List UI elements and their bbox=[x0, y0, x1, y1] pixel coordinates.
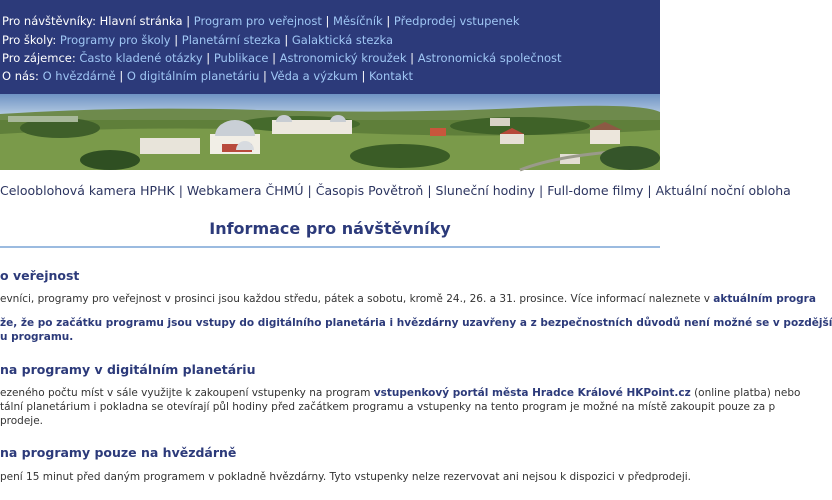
nav-link-astro-club[interactable]: Astronomický kroužek bbox=[279, 51, 407, 65]
planetarium-text-end: (online platba) nebo bbox=[690, 387, 801, 399]
nav-link-publications[interactable]: Publikace bbox=[213, 51, 269, 65]
public-info-text-main: evníci, programy pro veřejnost v prosinci jsou každou středu, pátek a sobotu, kromě 24., 26. a 31. prosince. Více informací naleznete v bbox=[0, 293, 714, 305]
observatory-text-line-1: pení 15 minut před daným programem v pokladně hvězdárny. Tyto vstupenky nelze rezervovat ani nejsou k dispozici v předprodeji. bbox=[0, 471, 692, 483]
nav-link-contact[interactable]: Kontakt bbox=[368, 69, 413, 83]
title-divider bbox=[0, 246, 660, 248]
planetarium-text-line-3: prodeje. bbox=[0, 415, 44, 427]
banner-photo bbox=[0, 94, 660, 170]
quick-separator: | bbox=[178, 183, 183, 198]
observatory-landscape-image bbox=[0, 94, 660, 170]
nav-link-planetary-trail[interactable]: Planetární stezka bbox=[181, 33, 281, 47]
link-povetron-magazine[interactable]: Časopis Povětroň bbox=[315, 183, 424, 198]
nav-separator: | bbox=[263, 69, 267, 83]
nav-separator: | bbox=[174, 33, 179, 47]
planetarium-text-line-2: tální planetárium i pokladna se otevírají půl hodiny před začátkem programu a vstupenky na tento program je možné na místě zakoupit pouze za p bbox=[0, 401, 776, 413]
nav-link-public-program[interactable]: Program pro veřejnost bbox=[193, 14, 322, 28]
nav-label-schools: Pro školy: bbox=[2, 33, 57, 47]
nav-link-monthly[interactable]: Měsíčník bbox=[333, 14, 383, 28]
entry-warning-line-1: že, že po začátku programu jsou vstupy do digitálního planetária i hvězdárny uzavřeny a z bezpečnostních důvodů není možné se v pozdější bbox=[0, 317, 832, 329]
link-all-sky-camera[interactable]: Celooblohová kamera HPHK bbox=[0, 183, 175, 198]
page-title: Informace pro návštěvníky bbox=[209, 219, 451, 238]
nav-link-galactic-trail[interactable]: Galaktická stezka bbox=[291, 33, 394, 47]
nav-link-school-programs[interactable]: Programy pro školy bbox=[59, 33, 171, 47]
nav-link-home[interactable]: Hlavní stránka bbox=[99, 14, 183, 28]
quick-separator: | bbox=[427, 183, 432, 198]
planetarium-text-start: ezeného počtu míst v sále využijte k zakoupení vstupenky na program bbox=[0, 387, 374, 399]
link-sundials[interactable]: Sluneční hodiny bbox=[435, 183, 535, 198]
nav-separator: | bbox=[272, 51, 276, 65]
nav-label-about: O nás: bbox=[2, 69, 39, 83]
quick-separator: | bbox=[538, 183, 544, 198]
nav-separator: | bbox=[325, 14, 330, 28]
nav-separator: | bbox=[386, 14, 391, 28]
nav-separator: | bbox=[410, 51, 415, 65]
nav-row-fans bbox=[2, 51, 562, 65]
nav-link-science[interactable]: Věda a výzkum bbox=[270, 69, 358, 83]
nav-separator: | bbox=[119, 69, 124, 83]
section-heading-public: o veřejnost bbox=[0, 268, 80, 283]
nav-row-schools bbox=[2, 33, 393, 47]
quick-separator: | bbox=[647, 183, 652, 198]
quick-links-bar bbox=[0, 183, 791, 198]
nav-link-about-observatory[interactable]: O hvězdárně bbox=[42, 69, 116, 83]
link-current-program[interactable]: aktuálním progra bbox=[713, 293, 816, 305]
nav-link-faq[interactable]: Často kladené otázky bbox=[79, 51, 203, 65]
nav-separator: | bbox=[284, 33, 289, 47]
nav-label-fans: Pro zájemce: bbox=[2, 51, 76, 65]
nav-row-visitors bbox=[2, 14, 520, 28]
nav-link-about-planetarium[interactable]: O digitálním planetáriu bbox=[126, 69, 260, 83]
planetarium-text-line-1 bbox=[0, 387, 800, 399]
section-heading-observatory: na programy pouze na hvězdárně bbox=[0, 445, 237, 460]
top-navigation bbox=[0, 0, 660, 94]
link-fulldome-films[interactable]: Full-dome filmy bbox=[547, 183, 644, 198]
nav-label-visitors: Pro návštěvníky: bbox=[2, 14, 96, 28]
nav-separator: | bbox=[186, 14, 191, 28]
nav-separator: | bbox=[361, 69, 366, 83]
public-info-text bbox=[0, 293, 816, 305]
nav-link-presale[interactable]: Předprodej vstupenek bbox=[393, 14, 520, 28]
nav-link-astro-society[interactable]: Astronomická společnost bbox=[417, 51, 562, 65]
nav-row-about bbox=[2, 69, 413, 83]
link-hkpoint-portal[interactable]: vstupenkový portál města Hradce Králové HKPoint.cz bbox=[373, 387, 691, 399]
link-night-sky[interactable]: Aktuální noční obloha bbox=[655, 183, 791, 198]
section-heading-planetarium: na programy v digitálním planetáriu bbox=[0, 362, 256, 377]
link-chmi-webcam[interactable]: Webkamera ČHMÚ bbox=[186, 183, 304, 198]
entry-warning-line-2: u programu. bbox=[0, 331, 74, 343]
nav-separator: | bbox=[206, 51, 211, 65]
quick-separator: | bbox=[307, 183, 312, 198]
